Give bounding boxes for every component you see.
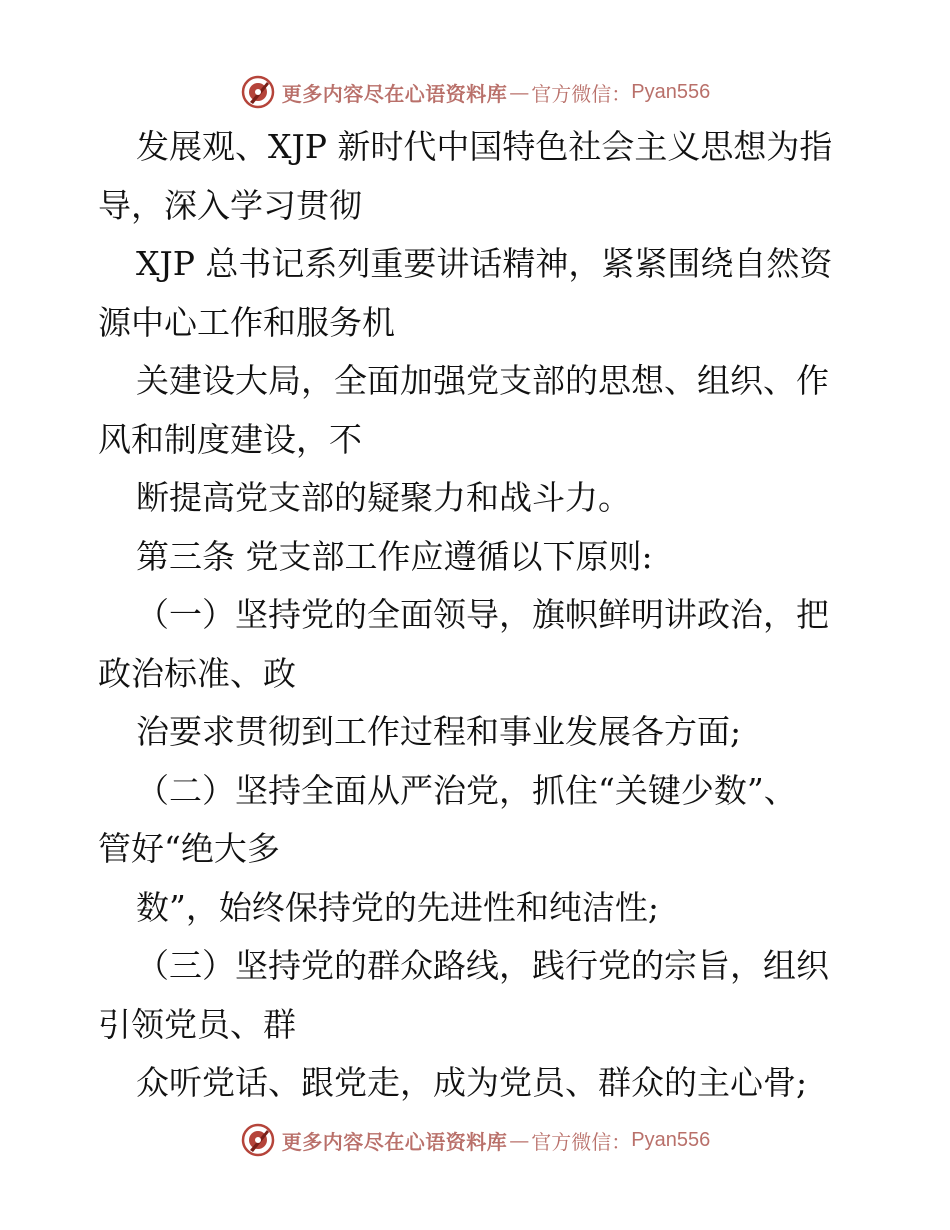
text-line: 关建设大局，全面加强党支部的思想、组织、作 <box>136 361 829 400</box>
watermark-main-text: 更多内容尽在心语资料库 <box>281 81 508 106</box>
text-line: 数”，始终保持党的先进性和纯洁性; <box>136 887 659 927</box>
text-line: 断提高党支部的疑聚力和战斗力。 <box>136 478 631 517</box>
text-line: 引领党员、群 <box>98 1004 296 1044</box>
watermark-separator: — <box>509 1128 530 1152</box>
header-watermark <box>0 72 950 112</box>
text-line: （三）坚持党的群众路线，践行党的宗旨，组织 <box>136 946 829 985</box>
text-line: 政治标准、政 <box>98 653 296 693</box>
body-text <box>98 118 858 1113</box>
quill-logo-icon <box>240 1122 276 1158</box>
watermark-main-text: 更多内容尽在心语资料库 <box>281 1129 508 1154</box>
text-line: 源中心工作和服务机 <box>98 302 395 342</box>
text-line: 发展观、XJP 新时代中国特色社会主义思想为指 <box>136 127 833 166</box>
text-line: 众听党话、跟党走，成为党员、群众的主心骨; <box>136 1063 808 1102</box>
watermark-wechat-id: Pyan556 <box>631 80 711 103</box>
text-line: （二）坚持全面从严治党，抓住“关键少数”、 <box>136 770 797 810</box>
text-line: 第三条 党支部工作应遵循以下原则: <box>136 536 653 576</box>
text-line: （一）坚持党的全面领导，旗帜鲜明讲政治，把 <box>136 595 829 634</box>
text-line: 导，深入学习贯彻 <box>98 185 362 225</box>
text-line: 管好“绝大多 <box>98 829 280 868</box>
watermark-wechat-label: 官方微信： <box>531 1129 632 1154</box>
quill-logo-icon <box>240 74 276 110</box>
text-line: 治要求贯彻到工作过程和事业发展各方面; <box>136 712 742 751</box>
watermark-wechat-label: 官方微信： <box>531 81 632 106</box>
watermark-separator: — <box>509 80 530 104</box>
footer-watermark <box>0 1120 950 1160</box>
watermark-wechat-id: Pyan556 <box>631 1128 711 1151</box>
text-line: XJP 总书记系列重要讲话精神，紧紧围绕自然资 <box>136 244 833 283</box>
text-line: 风和制度建设，不 <box>98 419 362 459</box>
